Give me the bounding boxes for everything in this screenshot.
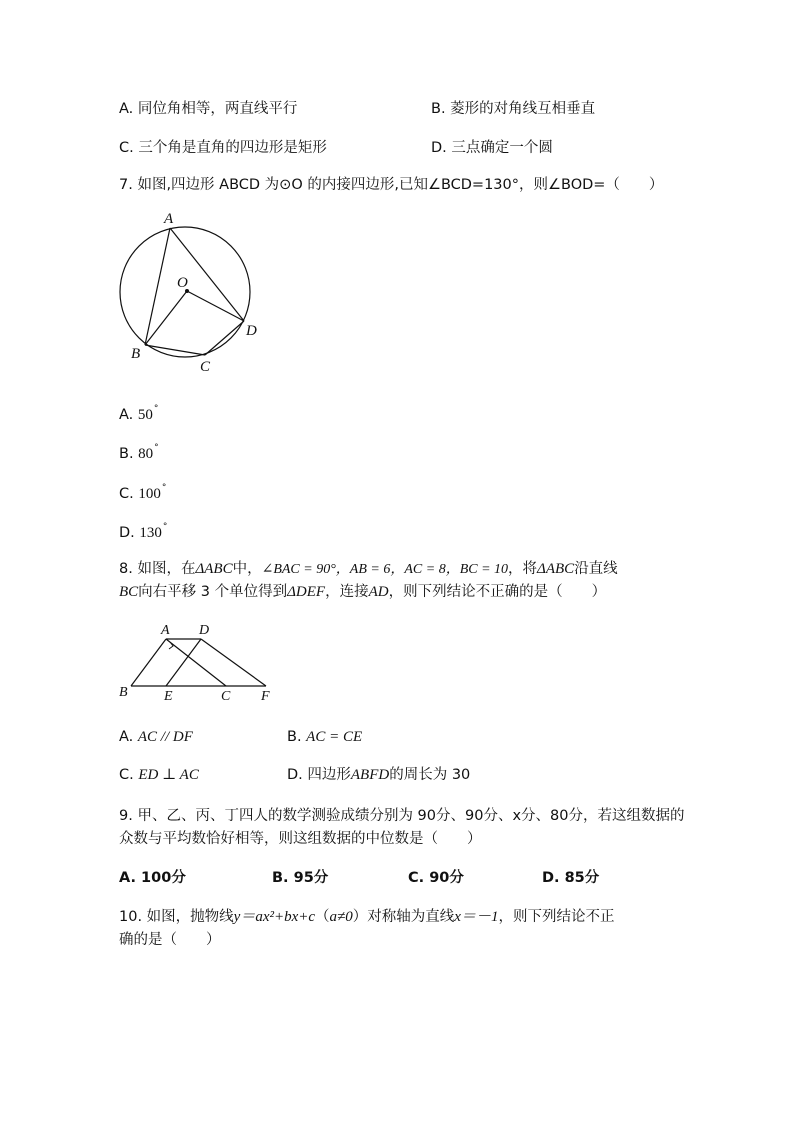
q7-label-o: O: [177, 275, 188, 291]
q7-option-c: C. 100°: [119, 483, 167, 502]
q8-label-f: F: [261, 689, 270, 704]
q8-label-e: E: [164, 689, 173, 704]
q8-translation-figure: [115, 620, 285, 705]
q8-label-b: B: [119, 685, 128, 700]
q7-label-a: A: [164, 211, 174, 227]
q8-label-c: C: [221, 689, 231, 704]
q8-option-d: D. 四边形ABFD的周长为 30: [287, 767, 471, 783]
q7-label-b: B: [131, 346, 141, 362]
q8-option-a: A. AC // DF: [119, 729, 193, 745]
q9-stem-line2: 众数与平均数恰好相等，则这组数据的中位数是（ ）: [119, 831, 482, 847]
q9-option-a: A. 100分: [119, 870, 186, 886]
q8-option-b: B. AC = CE: [287, 729, 363, 745]
q8-stem-line2: BC向右平移 3 个单位得到ΔDEF，连接AD，则下列结论不正确的是（ ）: [119, 584, 607, 600]
q6-option-b: B. 菱形的对角线互相垂直: [431, 101, 596, 117]
q8-stem-line1: 8. 如图，在ΔABC中，∠BAC = 90°，AB = 6，AC = 8，BC = 10，将ΔABC沿直线: [119, 561, 618, 577]
q8-option-c: C. ED ⊥ AC: [119, 767, 199, 783]
q10-stem-line2: 确的是（ ）: [119, 932, 221, 948]
q9-option-d: D. 85分: [542, 870, 600, 886]
q7-label-c: C: [200, 359, 211, 375]
q9-stem-line1: 9. 甲、乙、丙、丁四人的数学测验成绩分别为 90分、90分、x分、80分，若这组数据的: [119, 808, 685, 824]
q6-option-c: C. 三个角是直角的四边形是矩形: [119, 140, 327, 156]
q8-label-a: A: [161, 623, 170, 638]
q7-circle-figure: [112, 205, 262, 375]
q9-option-c: C. 90分: [408, 870, 464, 886]
q7-label-d: D: [246, 323, 257, 339]
q9-option-b: B. 95分: [272, 870, 329, 886]
q7-option-a: A. 50°: [119, 404, 159, 423]
q6-option-a: A. 同位角相等，两直线平行: [119, 101, 298, 117]
q10-stem-line1: 10. 如图，抛物线y＝ax²+bx+c（a≠0）对称轴为直线x＝－1，则下列结论不正: [119, 909, 615, 925]
q7-option-b: B. 80°: [119, 443, 159, 462]
q7-stem: 7. 如图,四边形 ABCD 为⊙O 的内接四边形,已知∠BCD=130°，则∠BOD=（ ）: [119, 177, 664, 193]
q8-label-d: D: [199, 623, 210, 638]
q6-option-d: D. 三点确定一个圆: [431, 140, 553, 156]
q7-option-d: D. 130°: [119, 522, 168, 541]
